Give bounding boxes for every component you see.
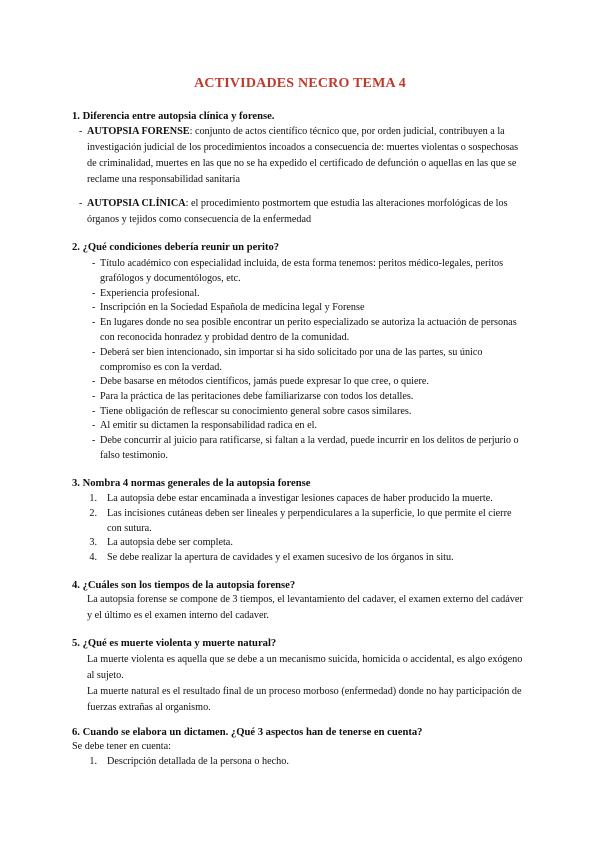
perito-condition-item: Inscripción en la Sociedad Española de medicina legal y Forense — [100, 302, 365, 313]
muerte-violenta-text: La muerte violenta es aquella que se debe a un mecanismo suicida, homicida o accidental, es algo exógeno al sujeto. — [87, 654, 523, 681]
perito-condition-item: Debe concurrir al juicio para ratificarse, si faltan a la verdad, puede incurrir en los delitos de perjurio o falso testimonio. — [100, 435, 519, 462]
norma-item: La autopsia debe estar encaminada a investigar lesiones capaces de haber producido la muerte. — [107, 493, 493, 504]
question-3-heading: 3. Nombra 4 normas generales de la autopsia forense — [72, 478, 311, 489]
autopsia-forense-definition — [87, 124, 524, 188]
list-number: 1. — [89, 493, 97, 504]
autopsia-clinica-text: : el procedimiento postmortem que estudia las alteraciones morfológicas de los órganos y tejidos como consecuencia de la enfermedad — [87, 198, 508, 225]
autopsia-forense-term: AUTOPSIA FORENSE — [87, 126, 190, 137]
bullet-dash: - — [92, 288, 96, 299]
bullet-dash: - — [92, 391, 96, 402]
perito-condition-item: Debe basarse en métodos científicos, jamás puede expresar lo que cree, o quiere. — [100, 376, 429, 387]
perito-condition-item: En lugares donde no sea posible encontrar un perito especializado se autoriza la actuación de personas con reconocida honradez y probidad dentro de la comunidad. — [100, 317, 517, 344]
tiempos-autopsia-text: La autopsia forense se compone de 3 tiempos, el levantamiento del cadaver, el examen externo del cadáver y el último es el examen interno del cadaver. — [87, 594, 523, 621]
list-number: 2. — [89, 508, 97, 519]
bullet-dash: - — [92, 317, 96, 328]
perito-condition-item: Tiene obligación de reflescar su conocimiento general sobre casos similares. — [100, 406, 412, 417]
question-2-heading: 2. ¿Qué condiciones debería reunir un perito? — [72, 242, 280, 253]
autopsia-clinica-definition — [87, 196, 524, 228]
bullet-dash: - — [92, 376, 96, 387]
norma-item: Se debe realizar la apertura de cavidades y el examen sucesivo de los órganos in situ. — [107, 552, 454, 563]
question-1-heading: 1. Diferencia entre autopsia clínica y forense. — [72, 111, 275, 122]
dictamen-intro: Se debe tener en cuenta: — [72, 741, 171, 752]
bullet-dash: - — [92, 406, 96, 417]
bullet-dash: - — [92, 347, 96, 358]
bullet-dash: - — [92, 435, 96, 446]
question-5-heading: 5. ¿Qué es muerte violenta y muerte natural? — [72, 638, 277, 649]
dictamen-item: Descripción detallada de la persona o hecho. — [107, 756, 289, 767]
bullet-dash: - — [92, 420, 96, 431]
question-6-heading: 6. Cuando se elabora un dictamen. ¿Qué 3 aspectos han de tenerse en cuenta? — [72, 727, 423, 738]
bullet-dash: - — [79, 126, 83, 137]
norma-item: Las incisiones cutáneas deben ser lineales y perpendiculares a la superficie, lo que permite el cierre con sutura. — [107, 508, 512, 535]
perito-condition-item: Deberá ser bien intencionado, sin importar si ha sido solicitado por una de las partes, su único compromiso es con la verdad. — [100, 347, 483, 374]
perito-condition-item: Título académico con especialidad incluida, de esta forma tenemos: peritos médico-legales, peritos grafólogos y documentólogos, etc. — [100, 258, 504, 285]
perito-condition-item: Experiencia profesional. — [100, 288, 200, 299]
perito-condition-item: Al emitir su dictamen la responsabilidad radica en el. — [100, 420, 317, 431]
autopsia-forense-text: : conjunto de actos científico técnico que, por orden judicial, contribuyen a la investigación judicial de los procedimientos incoados a consecuencia de: muertes violentas o sospechosas de criminalidad, muertes en las que no se ha expedido el certificado de defunción o aquellas en las que se reclame una responsabilidad sanitaria — [87, 126, 519, 185]
list-number: 3. — [89, 537, 97, 548]
question-4-heading: 4. ¿Cuáles son los tiempos de la autopsia forense? — [72, 580, 296, 591]
bullet-dash: - — [92, 258, 96, 269]
norma-item: La autopsia debe ser completa. — [107, 537, 233, 548]
muerte-natural-text: La muerte natural es el resultado final de un proceso morboso (enfermedad) donde no hay participación de fuerzas extrañas al organismo. — [87, 686, 522, 713]
perito-condition-item: Para la práctica de las peritaciones debe familiarizarse con todos los detalles. — [100, 391, 414, 402]
autopsia-clinica-term: AUTOPSIA CLÍNICA — [87, 198, 186, 209]
bullet-dash: - — [79, 198, 83, 209]
list-number: 1. — [89, 756, 97, 767]
page-title: ACTIVIDADES NECRO TEMA 4 — [194, 76, 406, 91]
list-number: 4. — [89, 552, 97, 563]
bullet-dash: - — [92, 302, 96, 313]
